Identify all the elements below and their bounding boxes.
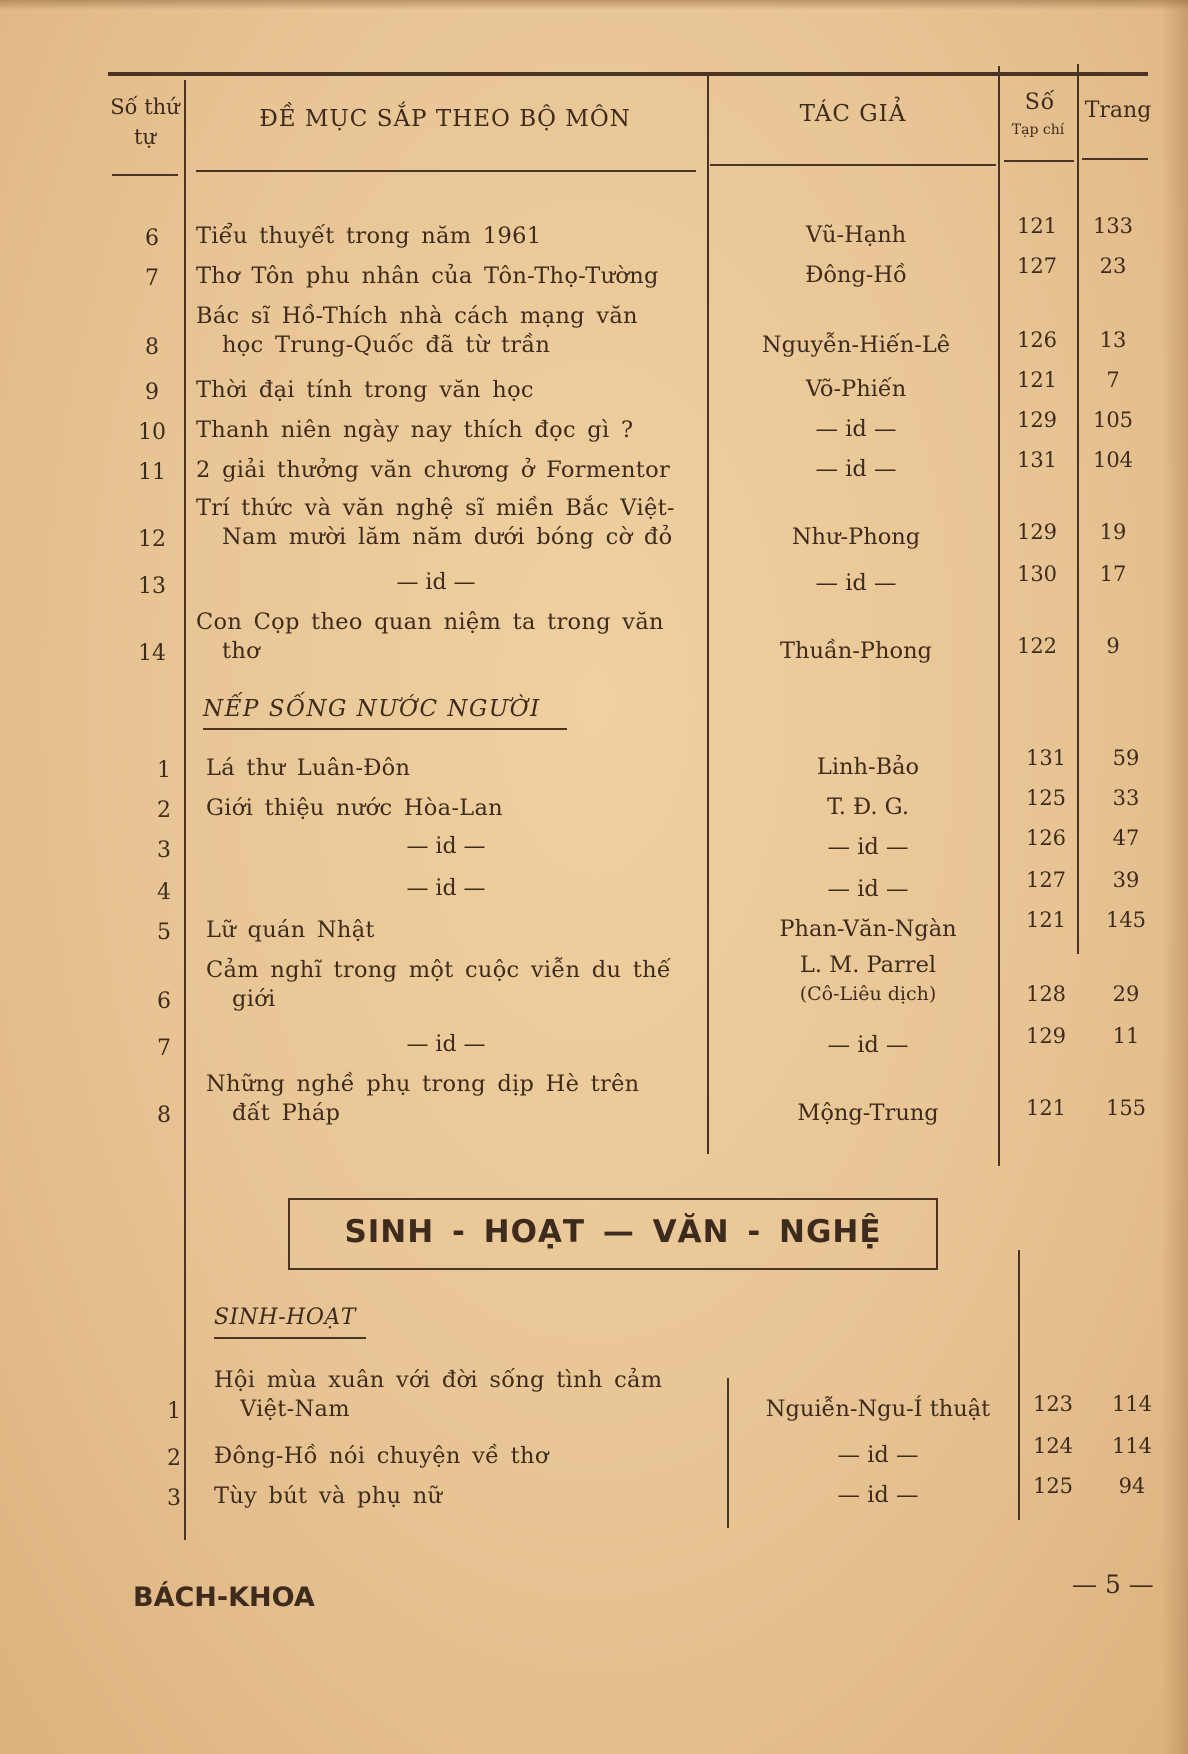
row-title-continuation: giới <box>232 986 276 1012</box>
row-title-line: Cảm nghĩ trong một cuộc viễn du thế <box>206 957 672 983</box>
row-author <box>748 790 988 824</box>
row-page: 23 <box>1099 254 1127 278</box>
section-box-title: SINH - HOẠT — VĂN - NGHỆ <box>344 1214 882 1250</box>
row-page: 19 <box>1099 520 1127 544</box>
row-number: 3 <box>157 838 171 863</box>
row-number: 11 <box>138 460 166 485</box>
row-page: 13 <box>1099 328 1127 352</box>
header-underline-title <box>196 170 696 172</box>
row-title <box>196 608 664 666</box>
header-underline-author <box>710 164 996 166</box>
row-page: 7 <box>1106 368 1120 392</box>
section-sinh-hoat-underline <box>214 1337 366 1339</box>
row-author-name: — id — <box>827 834 909 860</box>
row-number: 9 <box>145 380 159 405</box>
row-author-name: Nguiễn-Ngu-Í thuật <box>765 1396 991 1422</box>
row-author-name: Như-Phong <box>791 524 921 550</box>
row-author <box>736 328 976 362</box>
row-number: 3 <box>167 1486 181 1511</box>
row-number: 8 <box>157 1103 171 1128</box>
row-title-line: Con Cọp theo quan niệm ta trong văn <box>196 609 664 635</box>
row-page: 114 <box>1111 1392 1153 1416</box>
row-issue: 127 <box>1025 868 1067 892</box>
row-title <box>196 376 534 405</box>
row-number: 7 <box>145 266 159 291</box>
row-title <box>206 956 671 1014</box>
row-issue: 129 <box>1025 1024 1067 1048</box>
row-number: 4 <box>157 880 171 905</box>
header-tap-chi: Tạp chí <box>1011 122 1065 138</box>
row-issue: 122 <box>1016 634 1058 658</box>
row-page: 11 <box>1112 1024 1140 1048</box>
row-page: 105 <box>1092 408 1134 432</box>
row-issue: 125 <box>1032 1474 1074 1498</box>
col-line-4 <box>1077 64 1079 954</box>
col-line-3b <box>1018 1250 1020 1520</box>
row-title-line: Thanh niên ngày nay thích đọc gì ? <box>196 417 634 443</box>
row-title <box>214 1482 442 1511</box>
row-title <box>206 916 375 945</box>
row-number: 14 <box>138 641 166 666</box>
row-author <box>736 412 976 446</box>
row-author <box>736 520 976 554</box>
row-title-line: Lá thư Luân-Đôn <box>206 755 411 781</box>
row-page: 29 <box>1112 982 1140 1006</box>
header-underline-page <box>1082 158 1148 160</box>
row-number: 1 <box>167 1399 181 1424</box>
row-title-line: Đông-Hồ nói chuyện về thơ <box>214 1443 549 1469</box>
row-issue: 123 <box>1032 1392 1074 1416</box>
row-title <box>206 754 410 783</box>
row-issue: 121 <box>1025 1096 1067 1120</box>
row-number: 6 <box>145 226 159 251</box>
row-author-name: Thuần-Phong <box>780 638 932 664</box>
row-title-continuation: thơ <box>222 638 260 664</box>
row-author <box>748 830 988 864</box>
row-issue: 128 <box>1025 982 1067 1006</box>
row-number: 2 <box>157 798 171 823</box>
row-issue: 126 <box>1025 826 1067 850</box>
row-title <box>214 1442 549 1471</box>
row-author <box>748 872 988 906</box>
row-author <box>748 912 988 946</box>
row-author-translator: (Cô-Liêu dịch) <box>799 983 937 1005</box>
col-line-2b <box>727 1378 729 1528</box>
row-issue: 125 <box>1025 786 1067 810</box>
row-page: 59 <box>1112 746 1140 770</box>
header-trang: Trang <box>1084 98 1152 123</box>
row-title <box>206 1070 639 1128</box>
row-issue: 126 <box>1016 328 1058 352</box>
row-issue: 121 <box>1025 908 1067 932</box>
row-title <box>214 1366 662 1424</box>
row-title: — id — <box>406 876 486 901</box>
row-issue: 129 <box>1016 520 1058 544</box>
row-author-name: Mộng-Trung <box>797 1100 939 1126</box>
header-so: Số <box>1024 90 1056 115</box>
row-title-continuation: Việt-Nam <box>240 1396 350 1422</box>
row-title-line: Tùy bút và phụ nữ <box>214 1483 443 1509</box>
row-author-name: L. M. Parrel <box>799 952 937 978</box>
row-number: 8 <box>145 335 159 360</box>
header-de-muc: ĐỀ MỤC SẮP THEO BỘ MÔN <box>259 106 631 132</box>
row-page: 17 <box>1099 562 1127 586</box>
row-author <box>736 218 976 252</box>
footer-magazine: BÁCH-KHOA <box>133 1582 315 1613</box>
row-page: 33 <box>1112 786 1140 810</box>
row-author <box>736 634 976 668</box>
row-title <box>196 494 675 552</box>
row-title-line: Trí thức và văn nghệ sĩ miền Bắc Việt- <box>196 495 675 521</box>
row-issue: 131 <box>1025 746 1067 770</box>
row-number: 2 <box>167 1446 181 1471</box>
section-sinh-hoat: SINH-HOẠT <box>214 1305 356 1330</box>
row-title-continuation: học Trung-Quốc đã từ trần <box>222 332 551 358</box>
col-line-2 <box>707 74 709 1154</box>
row-author <box>736 452 976 486</box>
row-author-name: — id — <box>827 1032 909 1058</box>
row-author-name: — id — <box>827 876 909 902</box>
row-author <box>736 258 976 292</box>
row-author-name: Võ-Phiến <box>805 376 907 402</box>
row-title: — id — <box>396 570 476 595</box>
row-author-name: Nguyễn-Hiến-Lê <box>761 332 951 358</box>
row-issue: 127 <box>1016 254 1058 278</box>
footer-page-number: — 5 — <box>1072 1570 1154 1599</box>
row-author-name: T. Đ. G. <box>827 794 909 820</box>
row-number: 13 <box>138 574 166 599</box>
row-number: 12 <box>138 527 166 552</box>
row-page: 145 <box>1105 908 1147 932</box>
row-title-continuation: Nam mười lăm năm dưới bóng cờ đỏ <box>222 524 673 550</box>
section-nep-song-underline <box>203 728 567 730</box>
row-author <box>748 1096 988 1130</box>
row-page: 9 <box>1106 634 1120 658</box>
row-title: — id — <box>406 1032 486 1057</box>
row-title-continuation: đất Pháp <box>232 1100 341 1126</box>
row-author-name: Vũ-Hạnh <box>805 222 907 248</box>
row-page: 133 <box>1092 214 1134 238</box>
row-author <box>758 1478 998 1512</box>
row-author-name: — id — <box>837 1442 919 1468</box>
row-issue: 129 <box>1016 408 1058 432</box>
section-nep-song: NẾP SỐNG NƯỚC NGƯỜI <box>203 696 541 722</box>
row-title-line: Thời đại tính trong văn học <box>196 377 534 403</box>
col-line-3 <box>998 66 1000 1166</box>
row-author <box>758 1438 998 1472</box>
row-title-line: Bác sĩ Hồ-Thích nhà cách mạng văn <box>196 303 638 329</box>
row-title <box>196 302 638 360</box>
row-page: 155 <box>1105 1096 1147 1120</box>
row-page: 94 <box>1118 1474 1146 1498</box>
row-author <box>748 750 988 784</box>
row-title <box>196 222 541 251</box>
row-author <box>748 948 988 1006</box>
row-author-name: — id — <box>815 416 897 442</box>
row-issue: 121 <box>1016 368 1058 392</box>
top-rule <box>108 72 1148 76</box>
row-author-name: Phan-Văn-Ngàn <box>779 916 957 942</box>
row-issue: 121 <box>1016 214 1058 238</box>
row-title <box>196 456 670 485</box>
header-underline-no <box>112 174 178 176</box>
row-issue: 130 <box>1016 562 1058 586</box>
row-issue: 124 <box>1032 1434 1074 1458</box>
row-title-line: Thơ Tôn phu nhân của Tôn-Thọ-Tường <box>196 263 659 289</box>
row-number: 1 <box>157 758 171 783</box>
header-underline-vol <box>1004 160 1074 162</box>
row-number: 7 <box>157 1036 171 1061</box>
row-title <box>196 262 659 291</box>
row-title-line: Lữ quán Nhật <box>206 917 375 943</box>
row-page: 114 <box>1111 1434 1153 1458</box>
row-title <box>206 794 503 823</box>
row-title: — id — <box>406 834 486 859</box>
row-author <box>736 372 976 406</box>
row-issue: 131 <box>1016 448 1058 472</box>
header-so-thu-tu: Số thứ tự <box>110 95 180 149</box>
row-author-name: Linh-Bảo <box>816 754 920 780</box>
row-author-name: — id — <box>837 1482 919 1508</box>
row-author <box>748 1028 988 1062</box>
row-author-name: — id — <box>815 570 897 596</box>
row-author-name: Đông-Hồ <box>805 262 907 288</box>
row-page: 39 <box>1112 868 1140 892</box>
header-tac-gia: TÁC GIẢ <box>799 101 907 127</box>
row-number: 10 <box>138 420 166 445</box>
row-page: 104 <box>1092 448 1134 472</box>
row-title-line: Những nghề phụ trong dịp Hè trên <box>206 1071 640 1097</box>
row-author-name: — id — <box>815 456 897 482</box>
row-number: 6 <box>157 989 171 1014</box>
row-author <box>758 1392 998 1426</box>
row-title-line: Giới thiệu nước Hòa-Lan <box>206 795 503 821</box>
row-title <box>196 416 633 445</box>
row-title-line: Tiểu thuyết trong năm 1961 <box>196 223 542 249</box>
row-page: 47 <box>1112 826 1140 850</box>
row-number: 5 <box>157 920 171 945</box>
row-author <box>736 566 976 600</box>
row-title-line: 2 giải thưởng văn chương ở Formentor <box>196 457 671 483</box>
row-title-line: Hội mùa xuân với đời sống tình cảm <box>214 1367 663 1393</box>
